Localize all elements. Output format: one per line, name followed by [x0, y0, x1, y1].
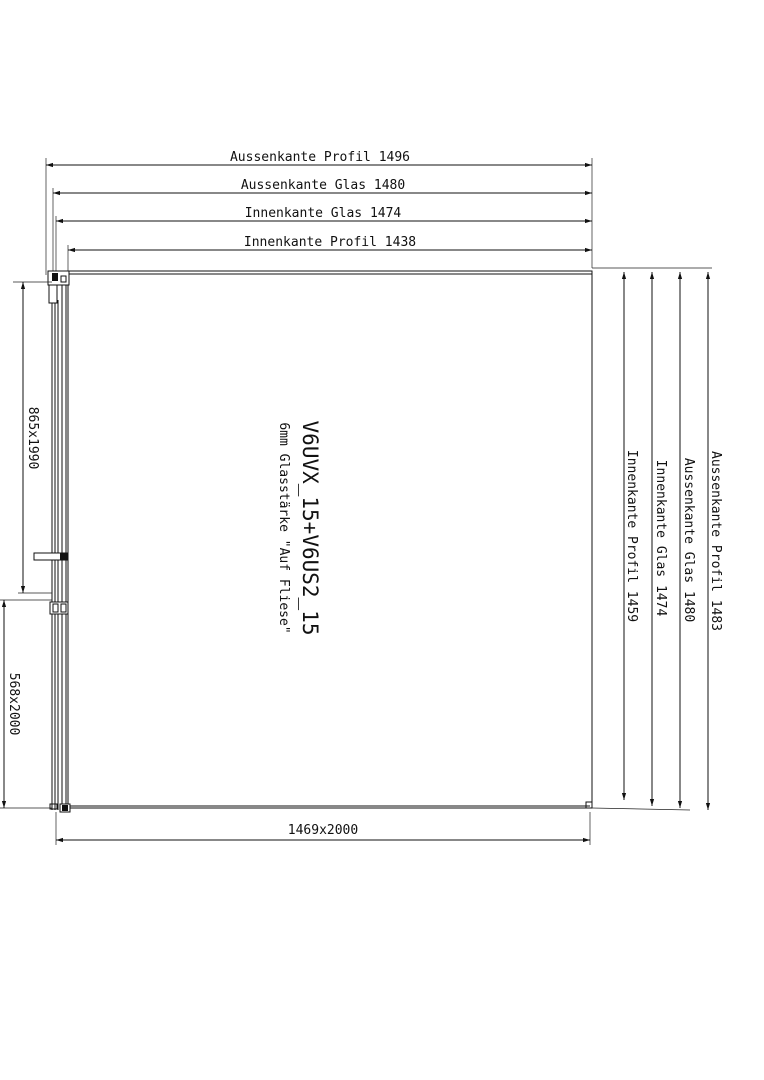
bottom-dimensions: [56, 812, 590, 845]
top-hinge-fill: [52, 273, 58, 281]
dim-right-outer-glass-label: Aussenkante Glas 1480: [681, 457, 696, 623]
top-dimensions: [46, 150, 592, 275]
dim-right-inner-glass-label: Innenkante Glas 1474: [653, 459, 668, 617]
dim-568-label: 568x2000: [6, 672, 21, 736]
dim-right-inner-profile-label: Innenkante Profil 1459: [624, 449, 639, 623]
ext-right-bottom: [592, 808, 690, 810]
dim-inner-glass-label: Innenkante Glas 1474: [244, 206, 402, 221]
model-label: [276, 421, 322, 636]
glass-spec: 6mm Glasstärke "Auf Fliese": [276, 422, 291, 634]
dim-outer-profile-label: Aussenkante Profil 1496: [229, 150, 411, 165]
left-door-assembly: [34, 271, 70, 812]
top-hinge-arm: [49, 285, 57, 303]
dim-inner-profile-label: Innenkante Profil 1438: [243, 235, 417, 250]
dim-outer-glass-label: Aussenkante Glas 1480: [240, 178, 406, 193]
model-code: V6UVX_15+V6US2_15: [298, 420, 322, 636]
dim-865-label: 865x1990: [25, 406, 40, 470]
door-handle-knob: [60, 553, 68, 560]
right-dimensions: [586, 268, 723, 810]
glass-panel: [68, 271, 592, 808]
bottom-right-bracket: [586, 802, 592, 808]
dim-1469-label: 1469x2000: [287, 823, 359, 838]
dim-right-outer-profile-label: Aussenkante Profil 1483: [708, 450, 723, 632]
bottom-foot-fill: [62, 805, 68, 811]
left-dimensions: [0, 282, 52, 808]
fixed-glass-outline: [68, 271, 592, 808]
